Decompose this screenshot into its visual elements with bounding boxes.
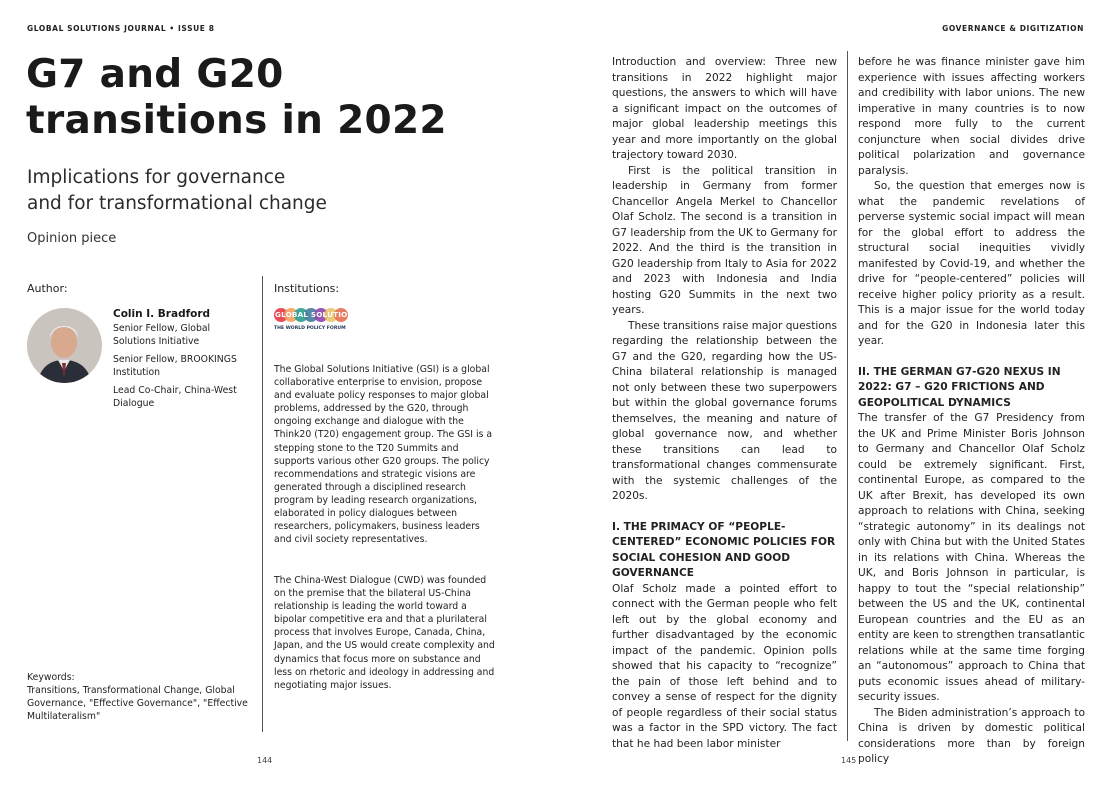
- col2-paragraph-3: The transfer of the G7 Presidency from the UK and Prime Minister Boris Johnson to Germany and Chancellor Olaf Scholz could be extremely significant. First, continental Europe, as compared to the UK after Brexit, has developed its own approach to relations with China, seeking “strategic autonomy” in its dealings not only with China but with the United States in its relations with China. Whereas the UK, and Boris Johnson in particular, is happy to tout the “special relationship” between the US and the UK, continental European countries and the EU as an entity are keen to strengthen transatlantic relations while at the same time forging an “autonomous” approach to China that puts economic issues ahead of military-security issues.: [858, 412, 1085, 703]
- column-divider-left: [262, 276, 263, 732]
- title-line-1: G7 and G20: [26, 52, 284, 97]
- cwd-description: The China-West Dialogue (CWD) was founded on the premise that the bilateral US-China relationship is leading the world toward a bipolar competitive era and that a plurilateral process that involves Europe, Canada, China, Japan, and the US would create complexity and dynamics that focus more on substance and less on rhetoric and ideology in addressing and negotiating major issues.: [274, 575, 495, 691]
- logo-text: GLOBAL SOLUTIONS: [275, 310, 359, 319]
- gsi-logo: [274, 307, 374, 331]
- title-line-2: transitions in 2022: [26, 98, 447, 143]
- logo-subtext: THE WORLD POLICY FORUM: [274, 326, 346, 331]
- author-name: Colin I. Bradford: [113, 308, 211, 320]
- avatar: [27, 308, 102, 383]
- institutions-label: Institutions:: [274, 282, 340, 295]
- section-heading-2: II. THE GERMAN G7-G20 NEXUS IN 2022: G7 – G20 FRICTIONS AND GEOPOLITICAL DYNAMICS: [858, 365, 1061, 409]
- gsi-description: The Global Solutions Initiative (GSI) is a global collaborative enterprise to envision, propose and evaluate policy responses to major global problems, addressed by the G20, through ongoing exchange and dialogue with the Think20 (T20) engagement group. The GSI is a stepping stone to the T20 Summits and supports various other G20 groups. The policy recommendations and strategic visions are generated through a disciplined research program by leading research organizations, elaborated in policy dialogues between researchers, policymakers, business leaders and civil society representatives.: [274, 364, 493, 546]
- col2-paragraph-4: The Biden administration’s approach to China is driven by domestic political considerations more than by foreign policy: [858, 706, 1085, 765]
- col1-paragraph-4: Olaf Scholz made a pointed effort to connect with the German people who felt left out by the global economy and further disadvantaged by the economic impact of the pandemic. Opinion polls showed that his capacity to “recognize” the pain of those left behind and to convey a sense of respect for the dignity of people regardless of their social status was a factor in the SPD victory. The fact that he had been labor minister: [612, 582, 837, 750]
- section-header: GOVERNANCE & DIGITIZATION: [942, 24, 1084, 33]
- author-details: [113, 308, 253, 411]
- author-affiliation-1: Senior Fellow, Global Solutions Initiative: [113, 323, 211, 348]
- page-number-right: 145: [841, 756, 857, 765]
- keywords: [27, 671, 252, 723]
- author-affiliation-3: Lead Co-Chair, China-West Dialogue: [113, 385, 237, 410]
- column-divider-right: [847, 51, 848, 741]
- keywords-label: Keywords:: [27, 672, 75, 683]
- col1-paragraph-2: First is the political transition in leadership in Germany from former Chancellor Angela Merkel to Chancellor Olaf Scholz. The second is a transition in G7 leadership from the UK to Germany for 2022. And the third is the transition in G20 leadership from Italy to Asia for 2022 and 2023 with Indonesia and India hosting G20 Summits in the next two years.: [612, 164, 837, 316]
- col2-paragraph-2: So, the question that emerges now is what the pandemic revelations of perverse systemic social impact will mean for the global effort to address the structural social inequities vividly manifested by Covid-19, and whether the drive for “people-centered” policies will receive higher policy priority as a result. This is a major issue for the world today and for the G20 in Indonesia later this year.: [858, 180, 1085, 347]
- page-number-left: 144: [257, 756, 273, 765]
- author-photo: [27, 308, 102, 383]
- author-label: Author:: [27, 282, 68, 295]
- keywords-text: Transitions, Transformational Change, Global Governance, "Effective Governance", "Effective Multilateralism": [27, 685, 248, 723]
- article-kind: Opinion piece: [27, 231, 117, 246]
- body-column-2: [858, 55, 1085, 768]
- body-column-1: [612, 55, 837, 752]
- section-heading-1: I. THE PRIMACY OF “PEOPLE-CENTERED” ECONOMIC POLICIES FOR SOCIAL COHESION AND GOOD GOVERNANCE: [612, 520, 836, 579]
- subtitle-line-2: and for transformational change: [27, 193, 327, 214]
- author-affiliation-2: Senior Fellow, BROOKINGS Institution: [113, 354, 237, 379]
- col1-paragraph-1: Introduction and overview: Three new transitions in 2022 highlight major questions, the answers to which will have a significant impact on the outcomes of major global leadership meetings this year and more importantly on the global trajectory toward 2030.: [612, 56, 837, 161]
- col1-paragraph-3: These transitions raise major questions regarding the relationship between the G7 and the G20, regarding how the US-China bilateral relationship is managed not only between these two superpowers but within the global governance forums themselves, the meaning and nature of global governance now, and whether these transitions can lead to transformational changes commensurate with the systemic challenges of the 2020s.: [612, 319, 837, 502]
- logo-circles: [274, 307, 374, 324]
- subtitle-line-1: Implications for governance: [27, 167, 286, 188]
- journal-header: GLOBAL SOLUTIONS JOURNAL • ISSUE 8: [27, 24, 215, 33]
- col2-paragraph-1: before he was finance minister gave him experience with issues affecting workers and credibility with labor unions. The new imperative in many countries is to now respond more fully to the current conjuncture when social divides drive political polarization and governance paralysis.: [858, 56, 1085, 177]
- article-title: [26, 52, 566, 144]
- article-subtitle: [27, 165, 527, 217]
